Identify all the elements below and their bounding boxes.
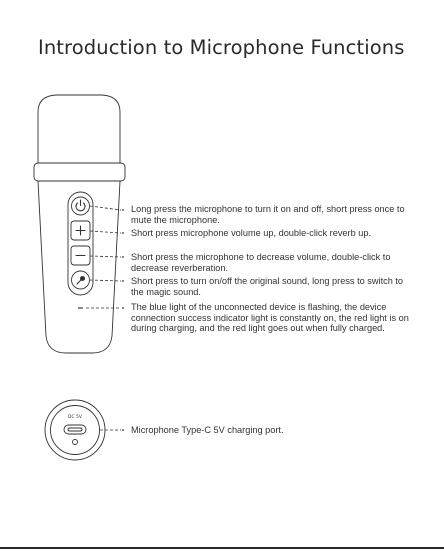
microphone-head: [38, 95, 120, 163]
indicator-light-icon: [78, 307, 83, 309]
page-title: Introduction to Microphone Functions: [38, 36, 405, 59]
leader-line-plus: [90, 231, 121, 233]
function-description-power: Long press the microphone to turn it on and off, short press once to mute the microphone.: [131, 204, 405, 225]
function-description-minus: Short press the microphone to decrease volume, double-click to decrease reverberation.: [131, 252, 391, 273]
function-description-indicator: The blue light of the unconnected device is flashing, the device connection success indicator light is constantly on, the red light is on during charging, and the red light goes out when fully charged.: [131, 302, 409, 334]
microphone-bottom-inner: [51, 406, 100, 455]
bottom-rule: [0, 547, 444, 549]
power-icon: [76, 200, 85, 211]
leader-line-power: [90, 206, 121, 210]
microphone-bottom-outer: [45, 400, 105, 460]
microphone-ring: [34, 163, 125, 181]
microphone-body: [38, 181, 120, 353]
port-label: DC 5V: [68, 415, 82, 420]
plus-icon: [76, 226, 85, 235]
leader-line-sound: [90, 280, 121, 281]
function-description-sound: Short press to turn on/off the original sound, long press to switch to the magic sound.: [131, 276, 404, 297]
type-c-port: [64, 425, 86, 434]
function-description-plus: Short press microphone volume up, double-click reverb up.: [131, 228, 372, 238]
charging-port-description: Microphone Type-C 5V charging port.: [131, 425, 284, 435]
reset-hole: [73, 440, 78, 445]
microphone-icon: [77, 277, 85, 285]
